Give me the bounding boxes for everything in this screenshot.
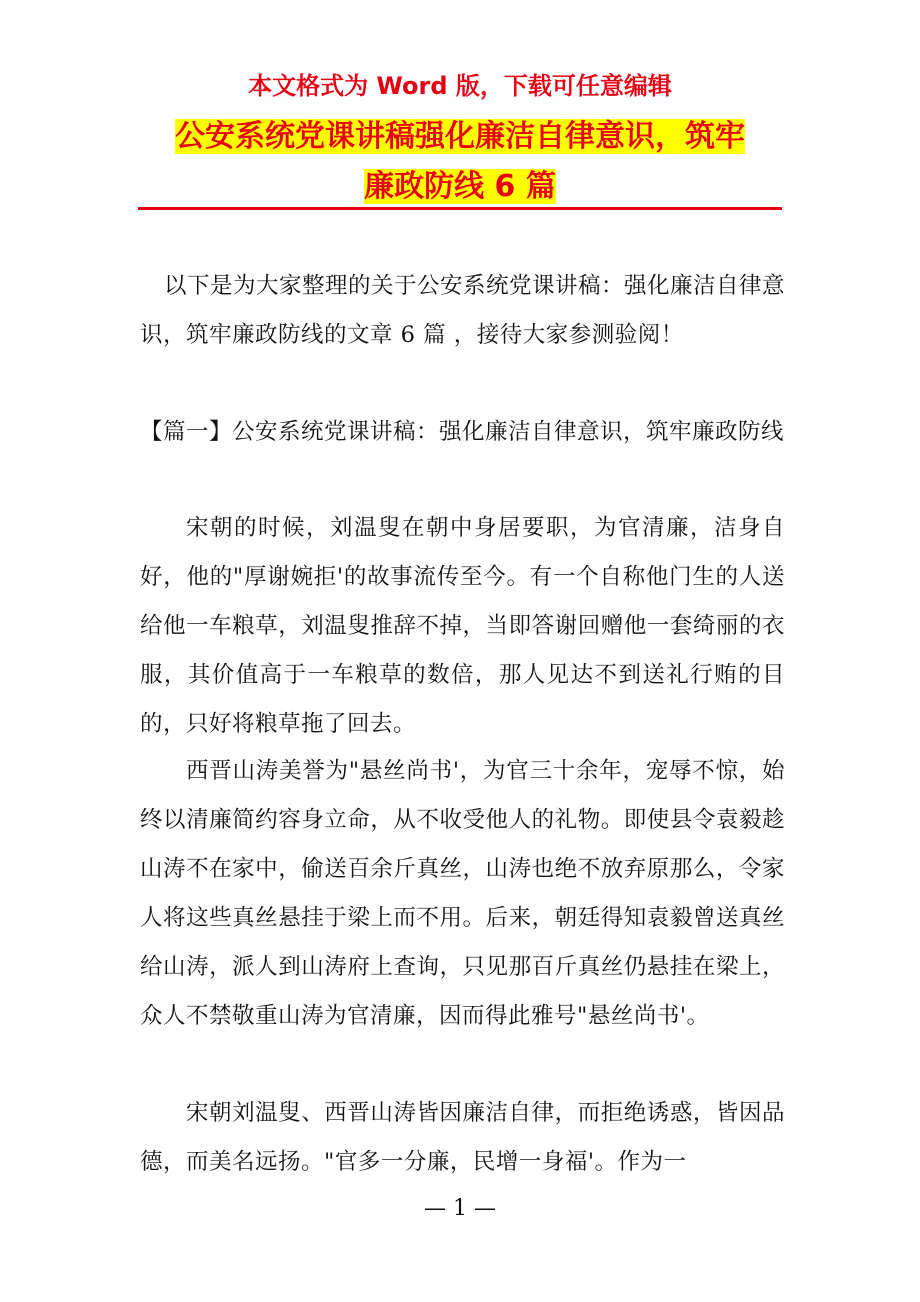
title-divider <box>138 207 782 210</box>
format-notice: 本文格式为 Word 版，下载可任意编辑 <box>248 72 672 100</box>
section-heading: 【篇一】公安系统党课讲稿：强化廉洁自律意识，筑牢廉政防线 <box>140 419 785 445</box>
body-paragraph-1: 宋朝的时候，刘温叟在朝中身居要职，为官清廉，洁身自好，他的"厚谢婉拒'的故事流传至今。有一个自称他门生的人送给他一车粮草，刘温叟推辞不掉，当即答谢回赠他一套绮丽的衣服，其价值高于一车粮草的数倍，那人见达不到送礼行贿的目的，只好将粮草拖了回去。 <box>140 515 785 737</box>
intro-paragraph: 以下是为大家整理的关于公安系统党课讲稿：强化廉洁自律意识，筑牢廉政防线的文章 6 篇 ，接待大家参测验阅！ <box>140 273 786 348</box>
title-line-2: 廉政防线 6 篇 <box>364 169 556 204</box>
title-line-1: 公安系统党课讲稿强化廉洁自律意识，筑牢 <box>175 119 745 154</box>
body-paragraph-2: 西晋山涛美誉为"悬丝尚书'，为官三十余年，宠辱不惊，始终以清廉简约容身立命，从不收受他人的礼物。即使县令袁毅趁山涛不在家中，偷送百余斤真丝，山涛也绝不放弃原那么，令家人将这些真丝悬挂于梁上而不用。后来，朝廷得知袁毅曾送真丝给山涛，派人到山涛府上查询，只见那百斤真丝仍悬挂在梁上，众人不禁敬重山涛为官清廉，因而得此雅号"悬丝尚书'。 <box>140 758 785 1029</box>
page-number: — 1 — <box>424 1196 496 1221</box>
body-paragraph-3: 宋朝刘温叟、西晋山涛皆因廉洁自律，而拒绝诱惑，皆因品德，而美名远扬。"官多一分廉，民增一身福'。作为一 <box>140 1100 785 1175</box>
document-title <box>138 112 782 212</box>
